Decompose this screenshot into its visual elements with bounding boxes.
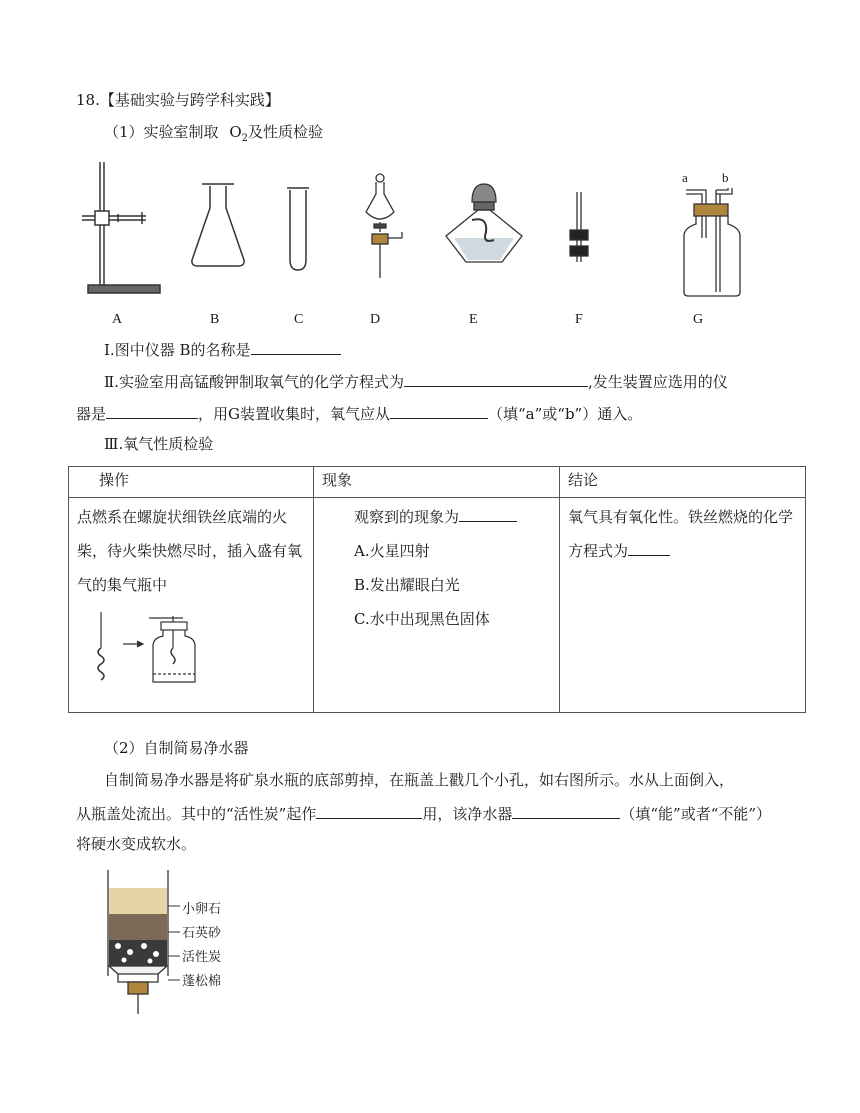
header-phenomenon: 现象 <box>314 467 560 498</box>
part1-title <box>104 122 323 149</box>
label-c: C <box>294 312 304 327</box>
label-b: B <box>210 312 220 327</box>
part2-para-line2 <box>76 802 771 824</box>
conclusion-text: 氧气具有氧化性。铁丝燃烧的化学方程式为 <box>568 508 794 560</box>
option-b: B.发出耀眼白光 <box>354 576 460 594</box>
part1-title-pre: （1）实验室制取 <box>104 123 219 141</box>
gas-bottle-diagram <box>676 184 748 300</box>
phenomenon-cell <box>314 498 560 713</box>
answer-blank-carbon[interactable] <box>316 802 422 819</box>
part1-title-post: 及性质检验 <box>248 123 324 141</box>
label-f: F <box>575 312 583 327</box>
operation-cell <box>69 498 314 713</box>
conical-flask-diagram <box>188 180 248 272</box>
part2-para-line1: 自制简易净水器是将矿泉水瓶的底部剪掉，在瓶盖上戳几个小孔，如右图所示。水从上面倒入， <box>104 771 735 789</box>
layer-label-activated-carbon: 活性炭 <box>182 950 222 965</box>
experiment-table <box>68 466 806 713</box>
header-operation: 操作 <box>69 467 314 498</box>
separatory-funnel-diagram <box>362 168 410 284</box>
question-1 <box>104 338 341 360</box>
iron-stand-diagram <box>80 158 164 298</box>
question-heading: 18.【基础实验与跨学科实践】 <box>76 91 280 109</box>
layer-label-pebble: 小卵石 <box>182 902 222 917</box>
iron-wire-combustion-diagram <box>91 608 201 686</box>
answer-blank-equation[interactable] <box>404 370 588 387</box>
option-a: A.火星四射 <box>354 542 430 560</box>
label-e: E <box>469 312 478 327</box>
answer-blank-port[interactable] <box>390 402 488 419</box>
question-2-tail: ,发生装置应选用的仪 <box>587 373 728 391</box>
alcohol-lamp-diagram <box>442 180 526 268</box>
question-2-line2-tail: （填“a”或“b”）通入。 <box>488 405 643 423</box>
part2-para-line3: 将硬水变成软水。 <box>76 835 197 853</box>
question-2-line2 <box>76 402 642 424</box>
question-2-line1 <box>104 370 728 392</box>
option-c: C.水中出现黑色固体 <box>354 610 490 628</box>
layer-pointer-lines <box>168 896 182 992</box>
answer-blank-conclusion[interactable] <box>628 539 670 556</box>
g-port-b-label: b <box>722 170 729 185</box>
answer-blank-phenomenon[interactable] <box>459 505 517 522</box>
question-2-line2-pre: 器是 <box>76 405 107 423</box>
part2-para-line2-tail: （填“能”或者“不能”） <box>620 805 772 823</box>
answer-blank-softening[interactable] <box>512 802 620 819</box>
question-3-title: Ⅲ.氧气性质检验 <box>104 435 214 453</box>
conclusion-cell <box>560 498 806 713</box>
phenomenon-prompt: 观察到的现象为 <box>354 508 460 526</box>
part1-title-o: O <box>229 123 242 141</box>
label-d: D <box>370 312 381 327</box>
question-2-line2-mid: ，用G装置收集时，氧气应从 <box>198 405 390 423</box>
answer-blank-1[interactable] <box>251 338 341 355</box>
question-2-text: Ⅱ.实验室用高锰酸钾制取氧气的化学方程式为 <box>104 373 404 391</box>
g-port-a-label: a <box>682 170 688 185</box>
conclusion-block <box>560 498 805 568</box>
header-conclusion: 结论 <box>560 467 806 498</box>
stopper-with-tube-diagram <box>564 190 594 270</box>
layer-labels <box>182 898 221 994</box>
test-tube-diagram <box>284 184 312 276</box>
label-a: A <box>112 312 123 327</box>
layer-label-quartz-sand: 石英砂 <box>182 926 222 941</box>
part2-title: （2）自制简易净水器 <box>104 739 249 757</box>
layer-label-cotton: 蓬松棉 <box>182 974 222 989</box>
label-g: G <box>693 312 704 327</box>
part2-para-line2-pre: 从瓶盖处流出。其中的“活性炭”起作 <box>76 805 317 823</box>
question-1-text: Ⅰ.图中仪器 B的名称是 <box>104 341 251 359</box>
operation-text: 点燃系在螺旋状细铁丝底端的火柴，待火柴快燃尽时，插入盛有氧气的集气瓶中 <box>77 508 303 594</box>
phenomenon-prompt-line <box>314 498 559 534</box>
answer-blank-apparatus[interactable] <box>106 402 198 419</box>
part2-para-line2-mid: 用，该净水器 <box>422 805 513 823</box>
part1-title-sub: 2 <box>241 133 249 144</box>
